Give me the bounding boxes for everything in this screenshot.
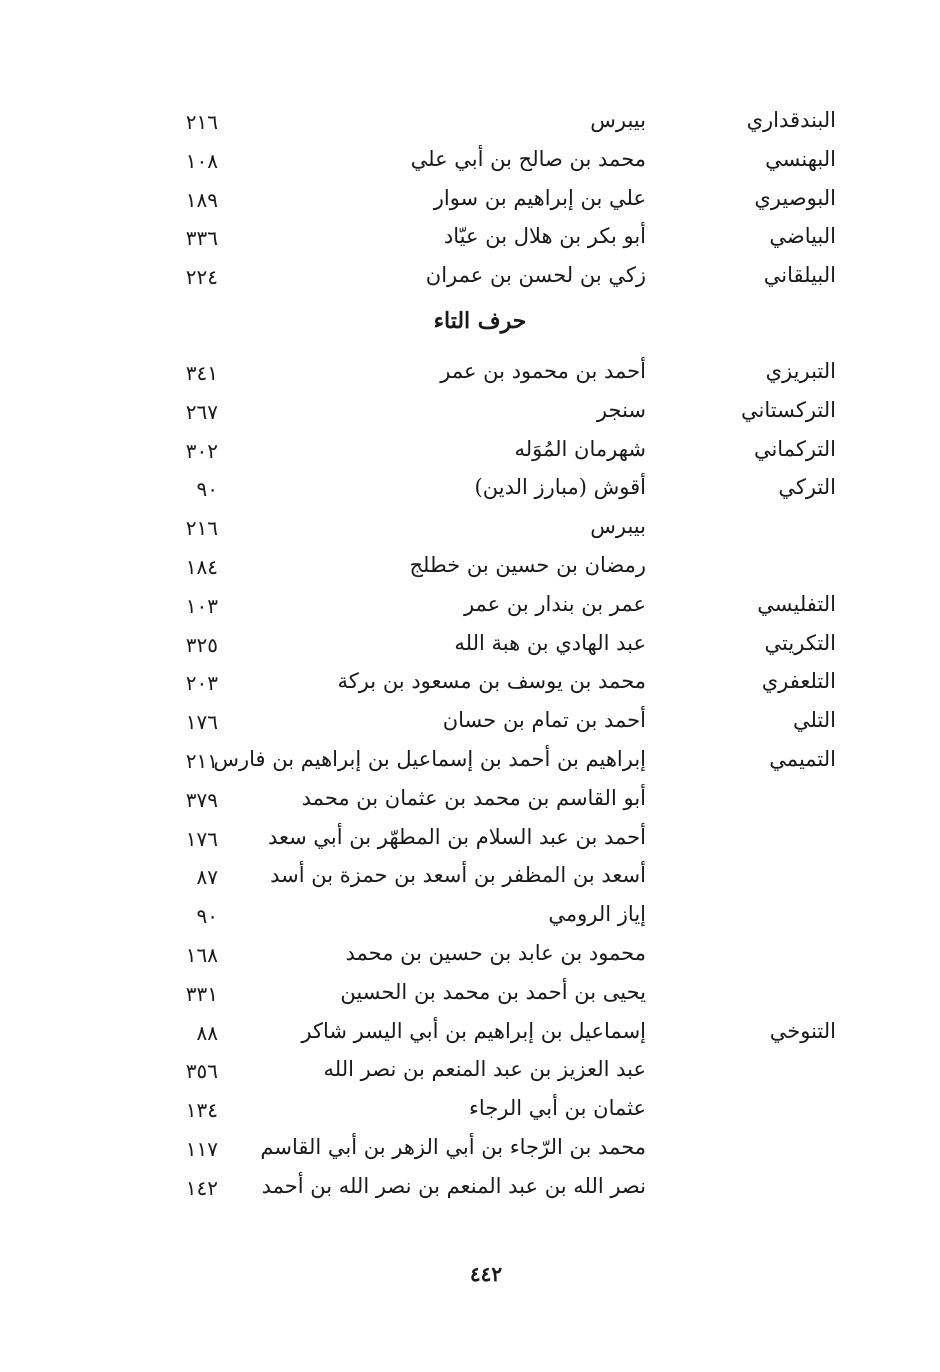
index-entry — [150, 510, 840, 549]
index-section-ba — [150, 104, 840, 298]
entry-page-number: ٢٠٣ — [185, 671, 218, 696]
entry-name: نصر الله بن عبد المنعم بن نصر الله بن أحمد — [261, 1173, 646, 1198]
index-entry — [150, 220, 840, 259]
entry-name: أسعد بن المظفر بن أسعد بن حمزة بن أسد — [270, 863, 646, 888]
entry-nisba: البندقداري — [746, 108, 836, 132]
index-entry — [150, 104, 840, 143]
entry-page-number: ١٣٤ — [185, 1098, 218, 1123]
entry-nisba: التركي — [778, 475, 836, 500]
entry-page-number: ٢١٦ — [185, 516, 218, 541]
entry-page-number: ٩٠ — [196, 904, 218, 929]
entry-nisba: البوصيري — [754, 185, 836, 210]
entry-name: إسماعيل بن إبراهيم بن أبي اليسر شاكر — [301, 1018, 646, 1043]
index-entry — [150, 1170, 840, 1209]
entry-page-number: ١٨٤ — [185, 554, 218, 579]
entry-nisba: التنوخي — [769, 1018, 836, 1043]
entry-page-number: ٣٧٩ — [185, 787, 218, 812]
entry-page-number: ١٧٦ — [185, 826, 218, 851]
entry-name: محمد بن صالح بن أبي علي — [410, 146, 646, 171]
entry-page-number: ١٠٨ — [185, 148, 218, 173]
entry-nisba: التلعفري — [761, 669, 836, 694]
entry-page-number: ١٤٢ — [185, 1175, 218, 1200]
index-entry — [150, 743, 840, 782]
entry-nisba: التفليسي — [757, 591, 836, 616]
entry-page-number: ٨٨ — [196, 1020, 218, 1045]
index-entry — [150, 355, 840, 394]
entry-name: أحمد بن تمام بن حسان — [442, 708, 646, 733]
index-entry — [150, 976, 840, 1015]
section-heading: حرف التاء — [433, 308, 527, 334]
entry-nisba: البيلقاني — [763, 263, 836, 288]
index-entry — [150, 588, 840, 627]
page-number: ٤٤٢ — [469, 1262, 503, 1286]
entry-name: أبو بكر بن هلال بن عيّاد — [443, 224, 646, 249]
index-entry — [150, 433, 840, 472]
entry-name: عثمان بن أبي الرجاء — [469, 1096, 646, 1121]
entry-page-number: ١٠٣ — [185, 593, 218, 618]
index-entry — [150, 821, 840, 860]
entry-name: يحيى بن أحمد بن محمد بن الحسين — [340, 979, 646, 1004]
entry-nisba: التكريتي — [764, 630, 836, 655]
entry-name: بيبرس — [590, 514, 646, 539]
entry-name: أبو القاسم بن محمد بن عثمان بن محمد — [301, 785, 646, 810]
entry-page-number: ١١٧ — [185, 1136, 218, 1161]
entry-nisba: البياضي — [769, 224, 836, 249]
index-entry — [150, 143, 840, 182]
entry-name: بيبرس — [590, 108, 646, 132]
index-entry — [150, 665, 840, 704]
entry-name: أقوش (مبارز الدين) — [474, 475, 646, 500]
index-entry — [150, 394, 840, 433]
index-entry — [150, 182, 840, 221]
entry-nisba: البهنسي — [765, 146, 836, 171]
index-entry — [150, 1131, 840, 1170]
entry-name: عبد العزيز بن عبد المنعم بن نصر الله — [323, 1057, 646, 1082]
entry-nisba: التبريزي — [765, 359, 836, 383]
entry-nisba: التركماني — [753, 436, 836, 461]
index-entry — [150, 1053, 840, 1092]
entry-page-number: ٩٠ — [196, 477, 218, 502]
entry-name: محمود بن عابد بن حسين بن محمد — [345, 940, 646, 965]
entry-page-number: ٣٤١ — [185, 361, 218, 385]
entry-name: أحمد بن محمود بن عمر — [440, 359, 646, 383]
entry-name: محمد بن الرّجاء بن أبي الزهر بن أبي القاسم — [260, 1134, 646, 1159]
entry-name: عمر بن بندار بن عمر — [463, 591, 646, 616]
entry-page-number: ٣٥٦ — [185, 1059, 218, 1084]
index-entry — [150, 471, 840, 510]
entry-page-number: ٨٧ — [196, 865, 218, 890]
entry-name: سنجر — [596, 397, 646, 422]
entry-page-number: ٣٣١ — [185, 981, 218, 1006]
entry-name: أحمد بن عبد السلام بن المطهّر بن أبي سعد — [267, 824, 646, 849]
entry-name: رمضان بن حسين بن خطلج — [409, 552, 646, 577]
entry-name: زكي بن لحسن بن عمران — [425, 263, 646, 288]
entry-nisba: التركستاني — [741, 397, 836, 422]
entry-page-number: ٣٠٢ — [185, 438, 218, 463]
entry-name: شهرمان المُوَله — [514, 436, 646, 461]
index-entry — [150, 898, 840, 937]
entry-page-number: ٢١٦ — [185, 110, 218, 134]
entry-page-number: ١٦٨ — [185, 942, 218, 967]
entry-page-number: ٢١١ — [185, 748, 218, 773]
index-entry — [150, 782, 840, 821]
index-entry — [150, 704, 840, 743]
entry-page-number: ٣٢٥ — [185, 632, 218, 657]
index-entry — [150, 259, 840, 298]
entry-page-number: ٣٣٦ — [185, 226, 218, 251]
entry-page-number: ١٨٩ — [185, 187, 218, 212]
index-entry — [150, 1092, 840, 1131]
entry-page-number: ١٧٦ — [185, 710, 218, 735]
index-entry — [150, 549, 840, 588]
entry-name: إبراهيم بن أحمد بن إسماعيل بن إبراهيم بن فارس — [213, 746, 646, 771]
entry-name: عبد الهادي بن هبة الله — [454, 630, 646, 655]
index-entry — [150, 937, 840, 976]
entry-nisba: التلي — [792, 708, 836, 733]
entry-page-number: ٢٦٧ — [185, 399, 218, 424]
index-entry — [150, 859, 840, 898]
index-entry — [150, 627, 840, 666]
index-entry — [150, 1015, 840, 1054]
entry-page-number: ٢٢٤ — [185, 265, 218, 290]
entry-nisba: التميمي — [769, 746, 836, 771]
index-section-ta — [150, 355, 840, 1209]
entry-name: إياز الرومي — [548, 902, 646, 927]
entry-name: محمد بن يوسف بن مسعود بن بركة — [337, 669, 646, 694]
entry-name: علي بن إبراهيم بن سوار — [433, 185, 646, 210]
